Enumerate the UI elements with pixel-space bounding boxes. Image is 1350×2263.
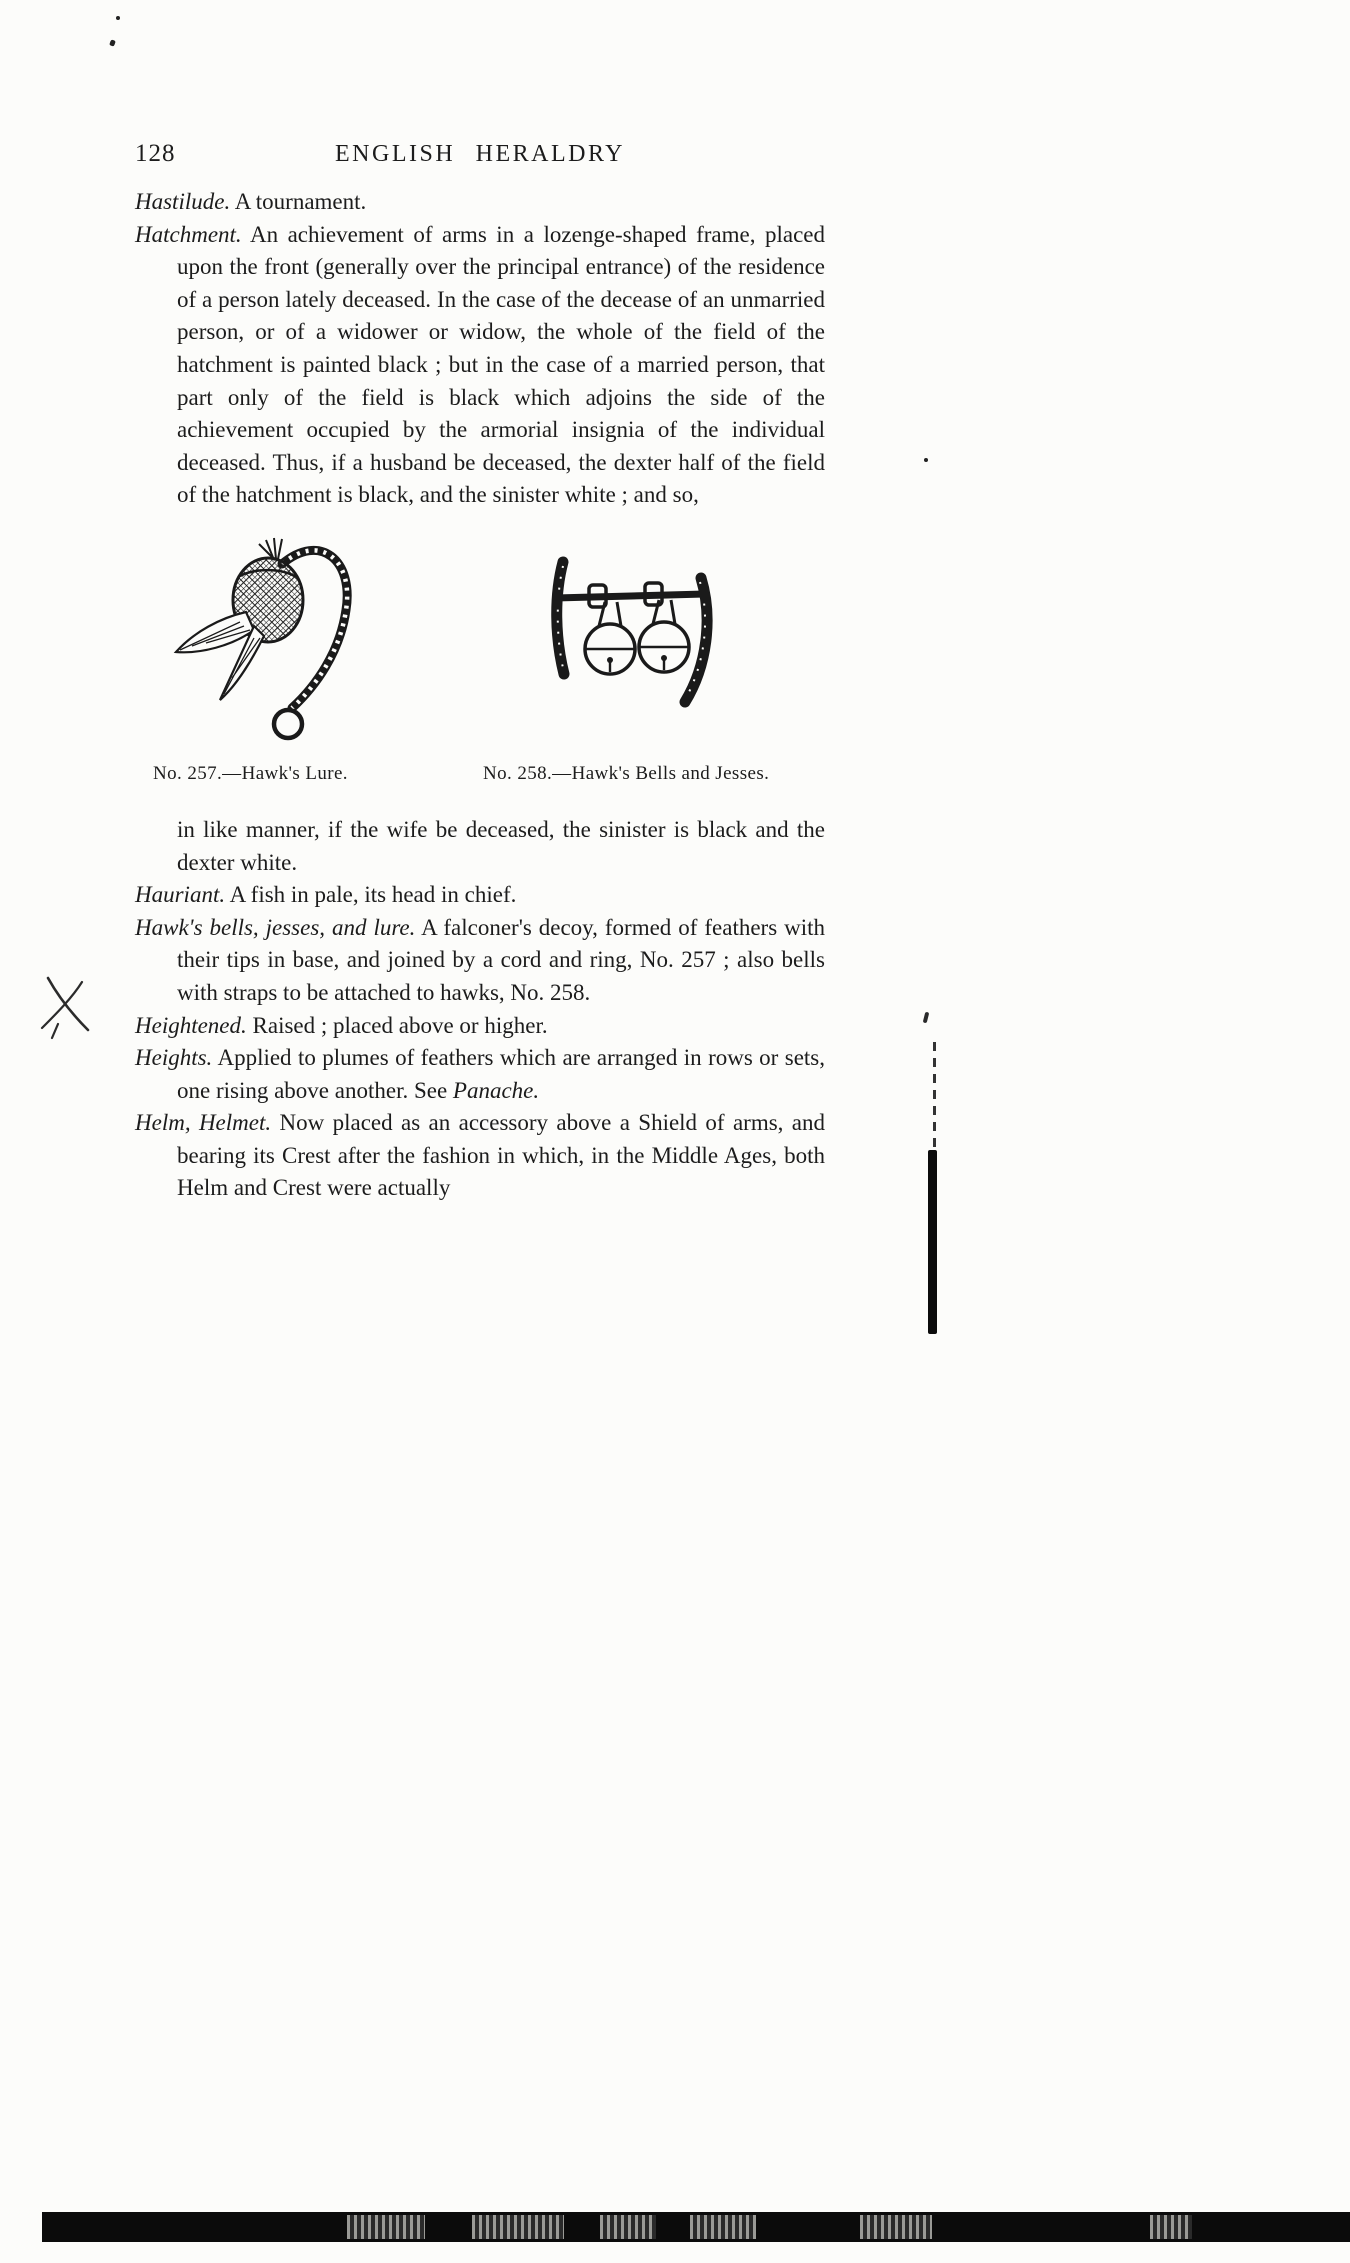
entry-helm <box>135 1107 825 1205</box>
entry-term: Hastilude. <box>135 189 231 214</box>
figures-row <box>135 512 825 814</box>
entry-body: A fish in pale, its head in chief. <box>229 882 517 908</box>
entry-term: Hatchment. <box>135 221 242 247</box>
hawks-lure-figure <box>170 526 385 748</box>
scan-artifact-dashed-line <box>933 1042 936 1148</box>
page-header <box>135 140 825 174</box>
figure-caption-bells: No. 258.—Hawk's Bells and Jesses. <box>483 762 770 784</box>
entry-body: Now placed as an accessory above a Shield of arms, and bearing its Crest after the fashion in which, in the Middle Ages, both Helm and Crest were actually <box>177 1110 826 1201</box>
figure-caption-lure: No. 257.—Hawk's Lure. <box>153 762 348 784</box>
scan-artifact-bottom-bar <box>42 2212 1350 2242</box>
scan-artifact-bar-segment <box>347 2215 425 2239</box>
scan-artifact-dot <box>116 16 120 20</box>
handwritten-x-mark <box>38 972 96 1042</box>
entry-body: A falconer's decoy, formed of feathers with their tips in base, and joined by a cord and ring, No. 257 ; also bells with straps to be attached to hawks, No. 258. <box>177 914 825 1005</box>
entry-term: Heights. <box>135 1045 213 1071</box>
scan-artifact-bar-segment <box>690 2215 756 2239</box>
entry-body: An achievement of arms in a lozenge-shaped frame, placed upon the front (generally over the principal entrance) of the residence of a person lately deceased. In the case of the decease of an unmarried person, or of a widower or widow, the whole of the field of the hatchment is painted black ; but in the case of a married person, that part only of the field is black which adjoins the side of the achievement occupied by the armorial insignia of the individual deceased. Thus, if a husband be deceased, the dexter half of the field of the hatchment is black, and the sinister white ; and so, <box>177 221 825 508</box>
entry-term: Heightened. <box>135 1012 247 1038</box>
entry-hawks-bells <box>135 912 825 1010</box>
scan-artifact-dot <box>924 458 928 462</box>
entry-term: Hawk's bells, jesses, and lure. <box>135 914 416 940</box>
text-column <box>135 186 825 1205</box>
scan-artifact-tick <box>923 1012 930 1024</box>
scan-artifact-side-bar <box>928 1150 937 1334</box>
scan-artifact-bar-segment <box>860 2215 932 2239</box>
scan-artifact-bar-segment <box>600 2215 656 2239</box>
running-title: ENGLISH HERALDRY <box>335 141 625 167</box>
entry-body: Applied to plumes of feathers which are arranged in rows or sets, one rising above another. See <box>177 1045 825 1103</box>
scan-artifact-bar-segment <box>472 2215 564 2239</box>
entry-heights <box>135 1042 825 1107</box>
entry-hatchment <box>135 219 825 512</box>
scan-artifact-dot <box>109 39 116 46</box>
entry-hauriant <box>135 879 825 912</box>
entry-term: Hauriant. <box>135 882 226 908</box>
entry-hastilude <box>135 186 825 219</box>
entry-term: Helm, Helmet. <box>135 1110 272 1136</box>
hawks-bells-figure <box>533 556 733 731</box>
entry-body: Raised ; placed above or higher. <box>252 1012 548 1038</box>
scan-artifact-bar-segment <box>1150 2215 1192 2239</box>
entry-hatchment-continuation: in like manner, if the wife be deceased, the sinister is black and the dexter white. <box>177 816 825 875</box>
page-number: 128 <box>135 140 176 167</box>
entry-heightened <box>135 1010 825 1043</box>
entry-body: A tournament. <box>234 189 367 214</box>
cross-reference: Panache. <box>452 1077 540 1103</box>
